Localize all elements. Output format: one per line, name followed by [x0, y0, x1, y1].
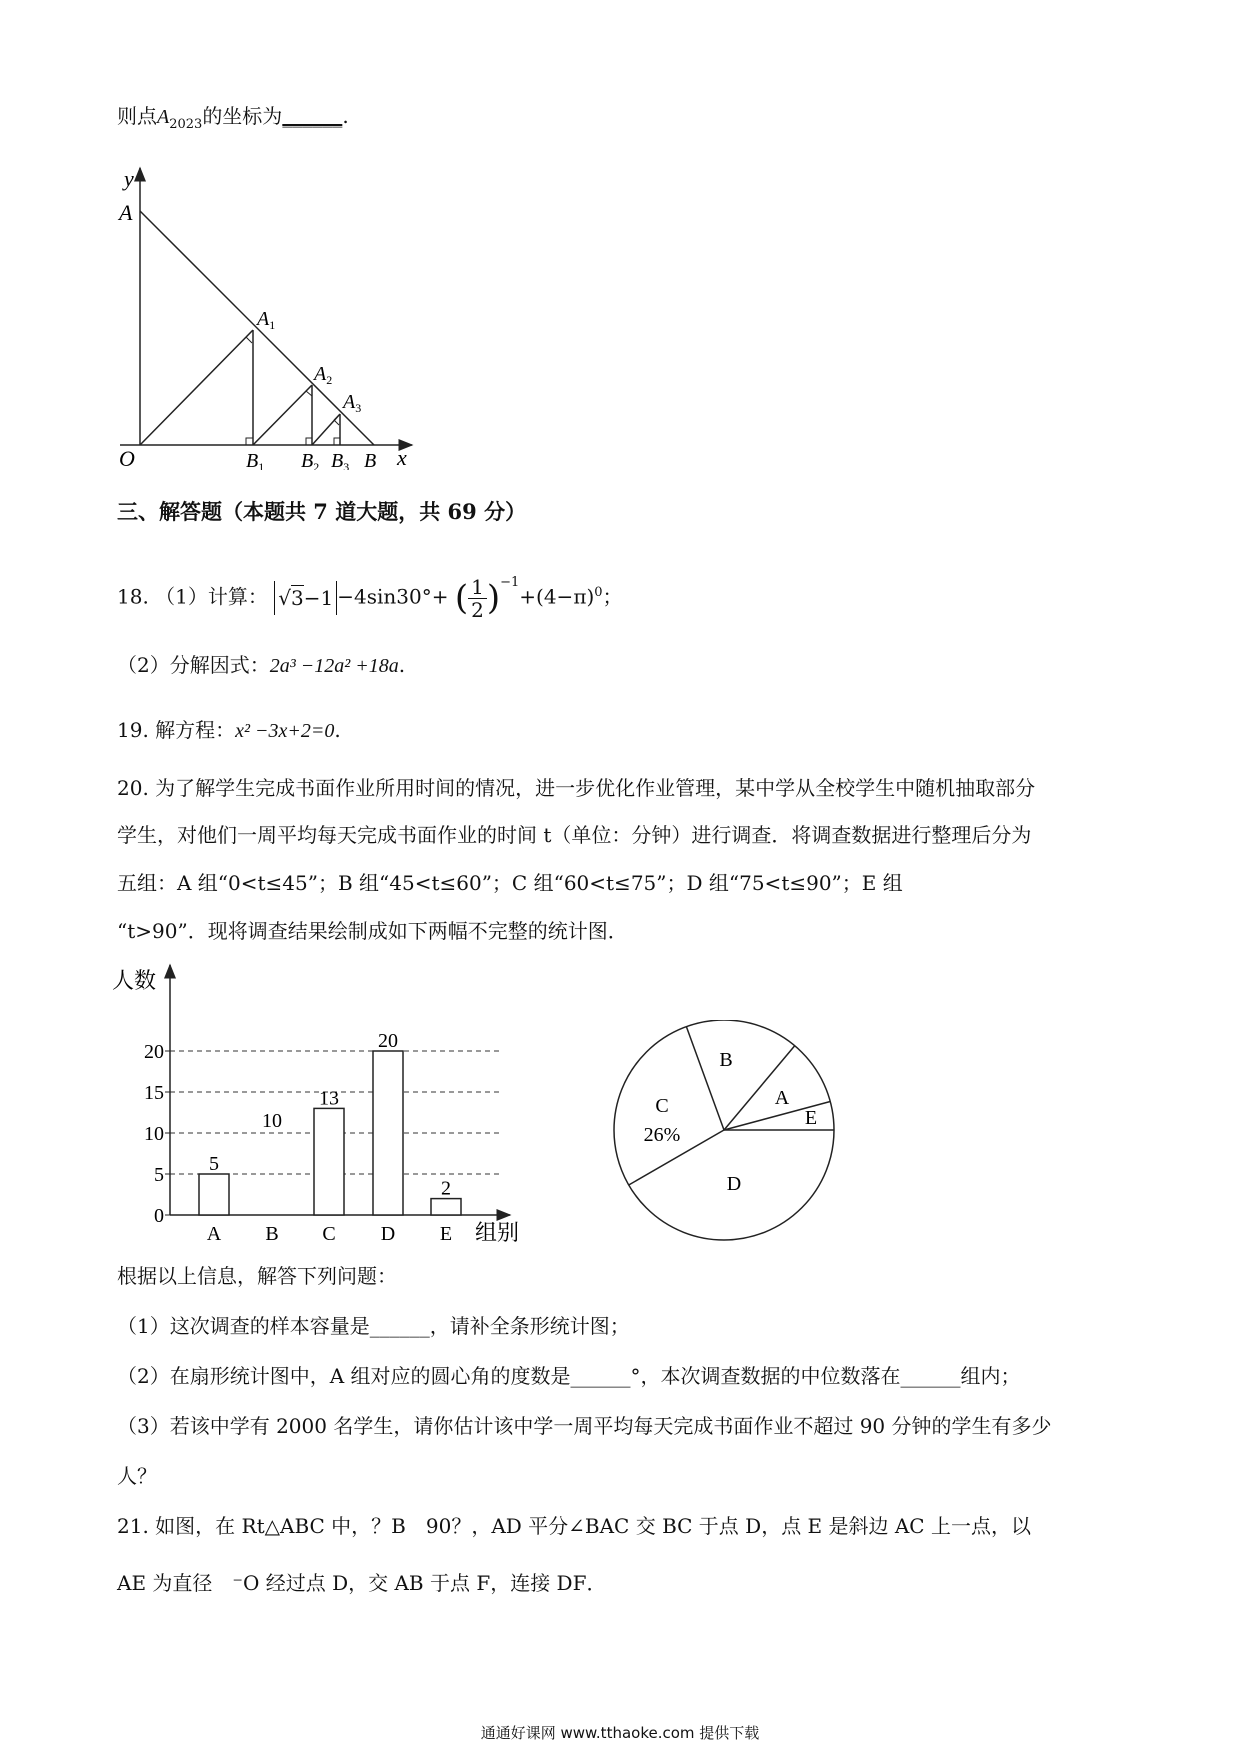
right-angle-mark — [246, 438, 253, 445]
x-tick-label: D — [380, 1223, 396, 1245]
label-B2: $B_2$ — [301, 450, 320, 470]
data-label-A: 5 — [209, 1153, 219, 1175]
abs-value: √3−1 — [274, 581, 337, 615]
segment-B1A2 — [253, 385, 312, 445]
q20-sub3a: （3）若该中学有 2000 名学生，请你估计该中学一周平均每天完成书面作业不超过 90 分钟的学生有多少 — [117, 1414, 1052, 1438]
label-B1: $B_1$ — [246, 450, 265, 470]
q20-line4: “t>90”．现将调查结果绘制成如下两幅不完整的统计图． — [117, 919, 628, 943]
pie-label-B: B — [719, 1049, 733, 1071]
label-A3: $A_3$ — [343, 391, 362, 415]
footer-watermark: 通通好课网 www.tthaoke.com 提供下载 — [480, 1724, 760, 1742]
q20-line2: 学生，对他们一周平均每天完成书面作业的时间 t（单位：分钟）进行调查．将调查数据进行整理后分为 — [117, 823, 1032, 847]
bar-chart — [100, 955, 540, 1250]
label-x: x — [397, 445, 407, 470]
q21-line1: 21. 如图，在 Rt△ABC 中，？B 90？，AD 平分∠BAC 交 BC 于点 D，点 E 是斜边 AC 上一点，以 — [117, 1514, 1031, 1538]
q20-sub1: （1）这次调查的样本容量是______，请补全条形统计图； — [117, 1314, 630, 1338]
label-O: O — [119, 446, 135, 470]
x-tick-label: A — [206, 1223, 222, 1245]
bar-E — [431, 1199, 461, 1215]
bar-A — [199, 1174, 229, 1215]
data-label-C: 13 — [319, 1087, 339, 1110]
y-tick-label: 15 — [144, 1082, 164, 1104]
label-y: y — [124, 166, 134, 191]
pie-label-A: A — [774, 1087, 790, 1109]
label-A1: $A_1$ — [257, 308, 276, 332]
fraction-half: $\frac{1}{2}$ — [468, 576, 487, 621]
x-tick-label: C — [322, 1223, 336, 1245]
bar-C — [314, 1108, 344, 1215]
label-A: A — [119, 200, 133, 225]
label-B: B — [364, 450, 377, 470]
q18-part2: （2）分解因式：2a³ −12a² +18a. — [117, 653, 406, 677]
q17-answer-line: 则点$A_{2023}$的坐标为______. — [117, 104, 349, 132]
pie-label-D: D — [726, 1173, 742, 1195]
y-tick-label: 20 — [144, 1041, 164, 1063]
section-heading: 三、解答题（本题共 7 道大题，共 69 分） — [117, 499, 527, 524]
right-paren: ) — [486, 578, 501, 619]
q20-sub3b: 人？ — [117, 1464, 157, 1488]
q19: 19. 解方程：x² −3x+2=0. — [117, 718, 341, 742]
segment-OA1 — [140, 330, 253, 445]
q20-intro: 根据以上信息，解答下列问题： — [117, 1264, 397, 1288]
right-angle-mark — [306, 438, 312, 445]
q21-line2: AE 为直径 ⁻O 经过点 D，交 AB 于点 F，连接 DF． — [117, 1571, 607, 1595]
pie-percent-C: 26% — [643, 1124, 681, 1146]
left-paren: ( — [454, 578, 469, 619]
x-axis-label: 组别 — [475, 1220, 520, 1245]
label-B3: $B_3$ — [331, 450, 350, 470]
right-angle-mark — [334, 438, 340, 445]
x-tick-label: E — [439, 1223, 453, 1245]
y-tick-label: 5 — [154, 1164, 164, 1186]
pie-label-C: C — [655, 1095, 669, 1117]
q20-line3: 五组：A 组“0<t≤45”；B 组“45<t≤60”；C 组“60<t≤75”；D 组“75<t≤90”；E 组 — [117, 871, 903, 895]
y-tick-label: 0 — [154, 1205, 164, 1227]
y-axis-label: 人数 — [112, 968, 157, 993]
pie-label-E: E — [804, 1107, 818, 1129]
geometry-figure — [100, 150, 420, 470]
bar-D — [373, 1051, 403, 1215]
label-A2: $A_2$ — [314, 363, 333, 387]
q18-part1: 18. （1）计算： √3−1 −4sin30°+ ( $\frac{1}{2}$ )$^{-1}+(4-\pi)^0$； — [117, 574, 623, 622]
x-tick-label: B — [265, 1223, 279, 1245]
q20-sub2: （2）在扇形统计图中，A 组对应的圆心角的度数是______°，本次调查数据的中位数落在______组内； — [117, 1364, 1021, 1388]
data-label-D: 20 — [378, 1030, 398, 1052]
data-label-E: 2 — [441, 1177, 451, 1200]
answer-blank[interactable]: ______ — [282, 104, 343, 128]
pie-chart — [600, 1020, 850, 1250]
data-label-B: 10 — [262, 1110, 282, 1132]
y-tick-label: 10 — [144, 1123, 164, 1145]
q20-line1: 20. 为了解学生完成书面作业所用时间的情况，进一步优化作业管理，某中学从全校学生中随机抽取部分 — [117, 776, 1036, 800]
